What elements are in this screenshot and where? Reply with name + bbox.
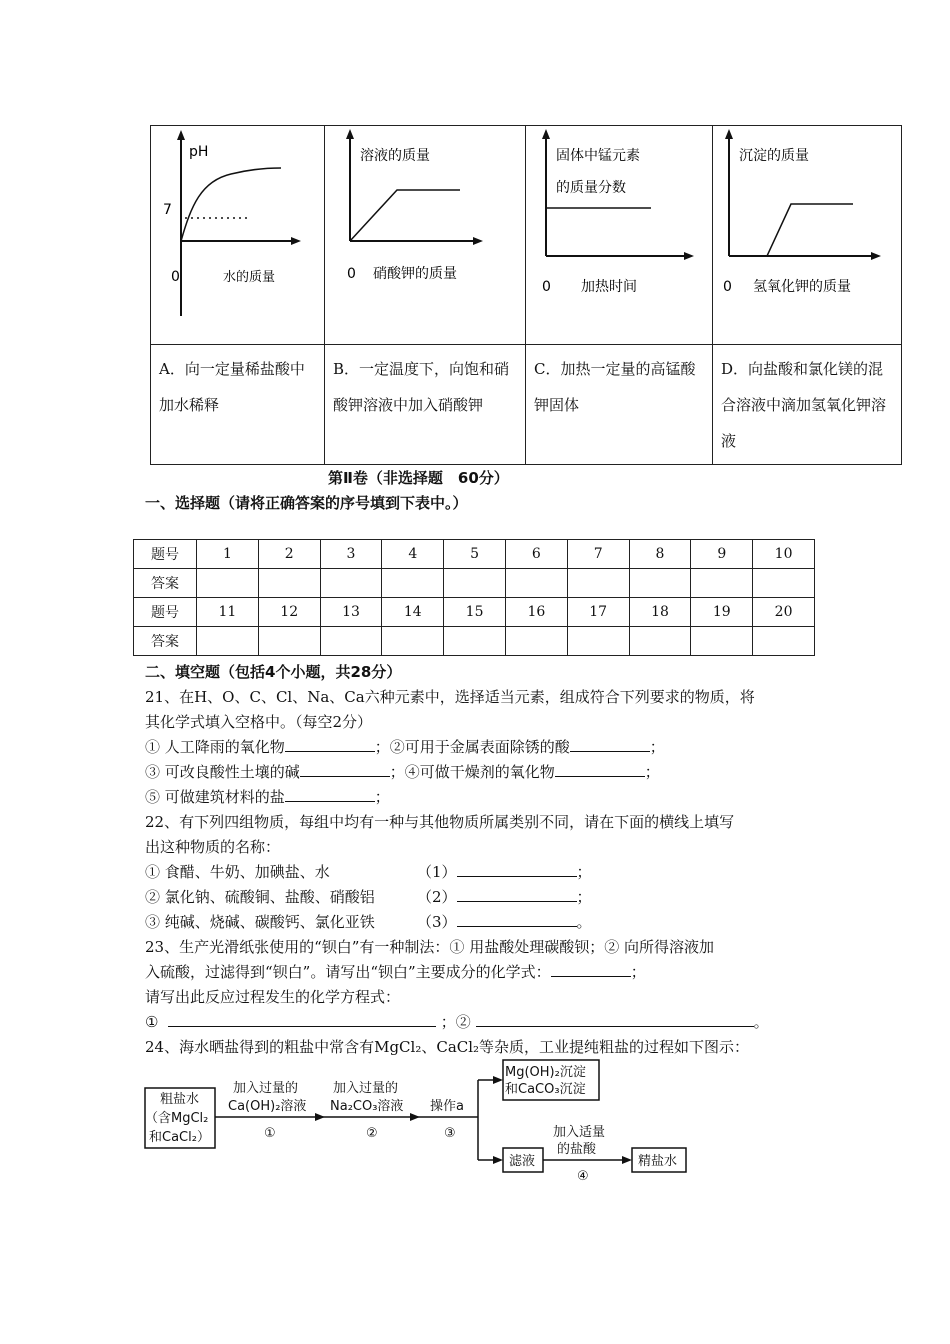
- precipitate-box: [503, 1060, 599, 1100]
- q23-line-2: 入硫酸，过滤得到“钡白”。请写出“钡白”主要成分的化学式： ；: [145, 963, 646, 981]
- graph-b: [325, 126, 526, 345]
- graph-a-origin: 0: [171, 269, 180, 285]
- answer-table-header-row: [134, 598, 815, 627]
- q22-num-3: （3）: [417, 913, 457, 931]
- desc-d: D．向盐酸和氯化镁的混合溶液中滴加氢氧化钾溶液: [713, 345, 902, 465]
- q23-label-b: ；②: [440, 1013, 471, 1031]
- step4-label-1: 加入适量: [553, 1125, 606, 1140]
- answer-label: 答案: [134, 569, 197, 598]
- q23-stem-3: 请写出此反应过程发生的化学方程式：: [145, 988, 401, 1006]
- graph-d-xlabel: 氢氧化钾的质量: [753, 279, 851, 295]
- answer-cell[interactable]: [382, 627, 444, 656]
- q23-formula-blank[interactable]: [551, 962, 631, 977]
- q21-item-4: ；④可做干燥剂的氧化物: [389, 763, 555, 781]
- q21-blank-3[interactable]: [300, 762, 390, 777]
- answer-cell[interactable]: [753, 569, 815, 598]
- q23-stem-1: 23、生产光滑纸张使用的“钡白”有一种制法：① 用盐酸处理碳酸钡；② 向所得溶液加: [145, 938, 714, 956]
- q22-stem-2: 出这种物质的名称：: [145, 838, 281, 856]
- qnum: 9: [691, 540, 753, 569]
- graph-a-plot: [151, 126, 324, 344]
- end-label: 精盐水: [638, 1154, 678, 1169]
- desc-b: B．一定温度下，向饱和硝酸钾溶液中加入硝酸钾: [325, 345, 526, 465]
- q22-blank-3[interactable]: [457, 912, 577, 927]
- start-label-1: 粗盐水: [160, 1092, 200, 1107]
- q21-item-2: ；②可用于金属表面除锈的酸: [374, 738, 570, 756]
- precipitate-label-1: Mg(OH)₂沉淀: [505, 1065, 586, 1080]
- q22-num-2: （2）: [417, 888, 457, 906]
- qnum: 14: [382, 598, 444, 627]
- start-label-2: （含MgCl₂: [145, 1111, 209, 1126]
- answer-cell[interactable]: [505, 569, 567, 598]
- q22-num-1: （1）: [417, 863, 457, 881]
- q21-line-1: [145, 736, 665, 757]
- answer-label: 答案: [134, 627, 197, 656]
- q21-end: ；: [649, 738, 665, 756]
- qnum: 8: [629, 540, 691, 569]
- step4-number: ④: [577, 1169, 589, 1184]
- q24-stem: 24、海水晒盐得到的粗盐中常含有MgCl₂、CaCl₂等杂质，工业提纯粗盐的过程如下图示：: [145, 1038, 750, 1056]
- graph-a-ylabel: pH: [189, 144, 209, 160]
- answer-cell[interactable]: [444, 569, 506, 598]
- answer-table-header-row: [134, 540, 815, 569]
- q21-end: ；: [374, 788, 390, 806]
- q21-item-5: ⑤ 可做建筑材料的盐: [145, 788, 285, 806]
- graph-a-ref: 7: [163, 202, 172, 218]
- qnum: 11: [197, 598, 259, 627]
- desc-a: A．向一定量稀盐酸中加水稀释: [151, 345, 325, 465]
- graph-c-origin: 0: [542, 279, 551, 295]
- end-box: [632, 1148, 686, 1172]
- answer-cell[interactable]: [629, 627, 691, 656]
- graph-b-xlabel: 硝酸钾的质量: [373, 266, 457, 282]
- filtrate-box: [503, 1148, 543, 1172]
- step1-label-1: 加入过量的: [233, 1081, 299, 1096]
- q22-group-1: ① 食醋、牛奶、加碘盐、水: [145, 863, 330, 881]
- step1-label-2: Ca(OH)₂溶液: [228, 1099, 307, 1114]
- answer-cell[interactable]: [629, 569, 691, 598]
- q23-equation-blank-2[interactable]: [476, 1012, 754, 1027]
- step2-label-2: Na₂CO₃溶液: [330, 1099, 404, 1114]
- qnum: 12: [258, 598, 320, 627]
- part1-title: 一、选择题（请将正确答案的序号填到下表中。）: [145, 494, 468, 512]
- q22-group-3: ③ 纯碱、烧碱、碳酸钙、氯化亚铁: [145, 913, 375, 931]
- answer-cell[interactable]: [505, 627, 567, 656]
- header-label: 题号: [134, 598, 197, 627]
- answer-cell[interactable]: [320, 627, 382, 656]
- graph-d-plot: [713, 126, 905, 344]
- step2-number: ②: [366, 1126, 378, 1141]
- q21-stem-2: 其化学式填入空格中。（每空2分）: [145, 713, 373, 731]
- q21-blank-2[interactable]: [570, 737, 650, 752]
- qnum: 17: [567, 598, 629, 627]
- part2-title: 二、填空题（包括4个小题，共28分）: [145, 663, 402, 681]
- q21-stem-1: 21、在H、O、C、Cl、Na、Ca六种元素中，选择适当元素，组成符合下列要求的物质，将: [145, 688, 755, 706]
- step2-label-1: 加入过量的: [333, 1081, 399, 1096]
- q23-line-4: [145, 1011, 769, 1032]
- section-title: 第Ⅱ卷（非选择题 60分）: [328, 469, 509, 487]
- qnum: 20: [753, 598, 815, 627]
- q22-end-2: ；: [576, 888, 592, 906]
- start-label-3: 和CaCl₂）: [149, 1130, 210, 1145]
- answer-cell[interactable]: [567, 627, 629, 656]
- graph-c: [526, 126, 713, 345]
- step3-number: ③: [444, 1126, 456, 1141]
- q21-line-2: [145, 761, 660, 782]
- answer-cell[interactable]: [753, 627, 815, 656]
- graph-d-ylabel: 沉淀的质量: [739, 148, 809, 164]
- qnum: 6: [505, 540, 567, 569]
- q22-blank-2[interactable]: [457, 887, 577, 902]
- q22-line-2: [145, 886, 592, 907]
- q22-line-3: [145, 911, 592, 932]
- step1-number: ①: [264, 1126, 276, 1141]
- q23-equation-blank-1[interactable]: [168, 1012, 436, 1027]
- answer-row: [134, 627, 815, 656]
- q23-end: 。: [753, 1013, 769, 1031]
- answer-row: [134, 569, 815, 598]
- answer-cell[interactable]: [567, 569, 629, 598]
- step4-label-2: 的盐酸: [557, 1142, 597, 1157]
- graph-d-origin: 0: [723, 279, 732, 295]
- graph-table: [150, 125, 902, 465]
- qnum: 3: [320, 540, 382, 569]
- qnum: 10: [753, 540, 815, 569]
- qnum: 13: [320, 598, 382, 627]
- qnum: 19: [691, 598, 753, 627]
- q21-end: ；: [644, 763, 660, 781]
- q22-group-2: ② 氯化钠、硫酸铜、盐酸、硝酸铝: [145, 888, 375, 906]
- graph-b-ylabel: 溶液的质量: [360, 148, 430, 164]
- desc-c: C．加热一定量的高锰酸钾固体: [526, 345, 713, 465]
- qnum: 7: [567, 540, 629, 569]
- answer-cell[interactable]: [197, 627, 259, 656]
- answer-cell[interactable]: [197, 569, 259, 598]
- answer-table: [133, 539, 815, 656]
- answer-cell[interactable]: [444, 627, 506, 656]
- q21-item-1: ① 人工降雨的氧化物: [145, 738, 285, 756]
- answer-cell[interactable]: [258, 627, 320, 656]
- answer-cell[interactable]: [691, 627, 753, 656]
- q21-blank-4[interactable]: [555, 762, 645, 777]
- q22-blank-1[interactable]: [457, 862, 577, 877]
- graph-a-xlabel: 水的质量: [223, 270, 276, 285]
- qnum: 5: [444, 540, 506, 569]
- answer-cell[interactable]: [691, 569, 753, 598]
- qnum: 4: [382, 540, 444, 569]
- graph-c-ylabel-1: 固体中锰元素: [556, 148, 640, 164]
- q22-end-3: 。: [576, 913, 592, 931]
- graph-a: [151, 126, 325, 345]
- graph-c-xlabel: 加热时间: [581, 279, 637, 295]
- header-label: 题号: [134, 540, 197, 569]
- start-box: [145, 1088, 215, 1148]
- q21-blank-5[interactable]: [285, 787, 375, 802]
- q22-end-1: ；: [576, 863, 592, 881]
- q23-label-a: ①: [145, 1013, 159, 1031]
- step3-label: 操作a: [430, 1099, 464, 1114]
- filtrate-label: 滤液: [509, 1154, 536, 1169]
- answer-cell[interactable]: [382, 569, 444, 598]
- graph-c-ylabel-2: 的质量分数: [556, 180, 626, 196]
- graph-c-plot: [526, 126, 712, 344]
- answer-cell[interactable]: [320, 569, 382, 598]
- graph-b-origin: 0: [347, 266, 356, 282]
- precipitate-label-2: 和CaCO₃沉淀: [505, 1082, 586, 1097]
- q22-stem-1: 22、有下列四组物质，每组中均有一种与其他物质所属类别不同，请在下面的横线上填写: [145, 813, 735, 831]
- q21-item-3: ③ 可改良酸性土壤的碱: [145, 763, 300, 781]
- qnum: 18: [629, 598, 691, 627]
- qnum: 15: [444, 598, 506, 627]
- answer-cell[interactable]: [258, 569, 320, 598]
- q23-stem-2: 入硫酸，过滤得到“钡白”。请写出“钡白”主要成分的化学式：: [145, 963, 551, 981]
- qnum: 2: [258, 540, 320, 569]
- qnum: 16: [505, 598, 567, 627]
- qnum: 1: [197, 540, 259, 569]
- graph-b-plot: [325, 126, 525, 344]
- q21-line-3: [145, 786, 390, 807]
- graph-d: [713, 126, 902, 345]
- q21-blank-1[interactable]: [285, 737, 375, 752]
- q22-line-1: [145, 861, 592, 882]
